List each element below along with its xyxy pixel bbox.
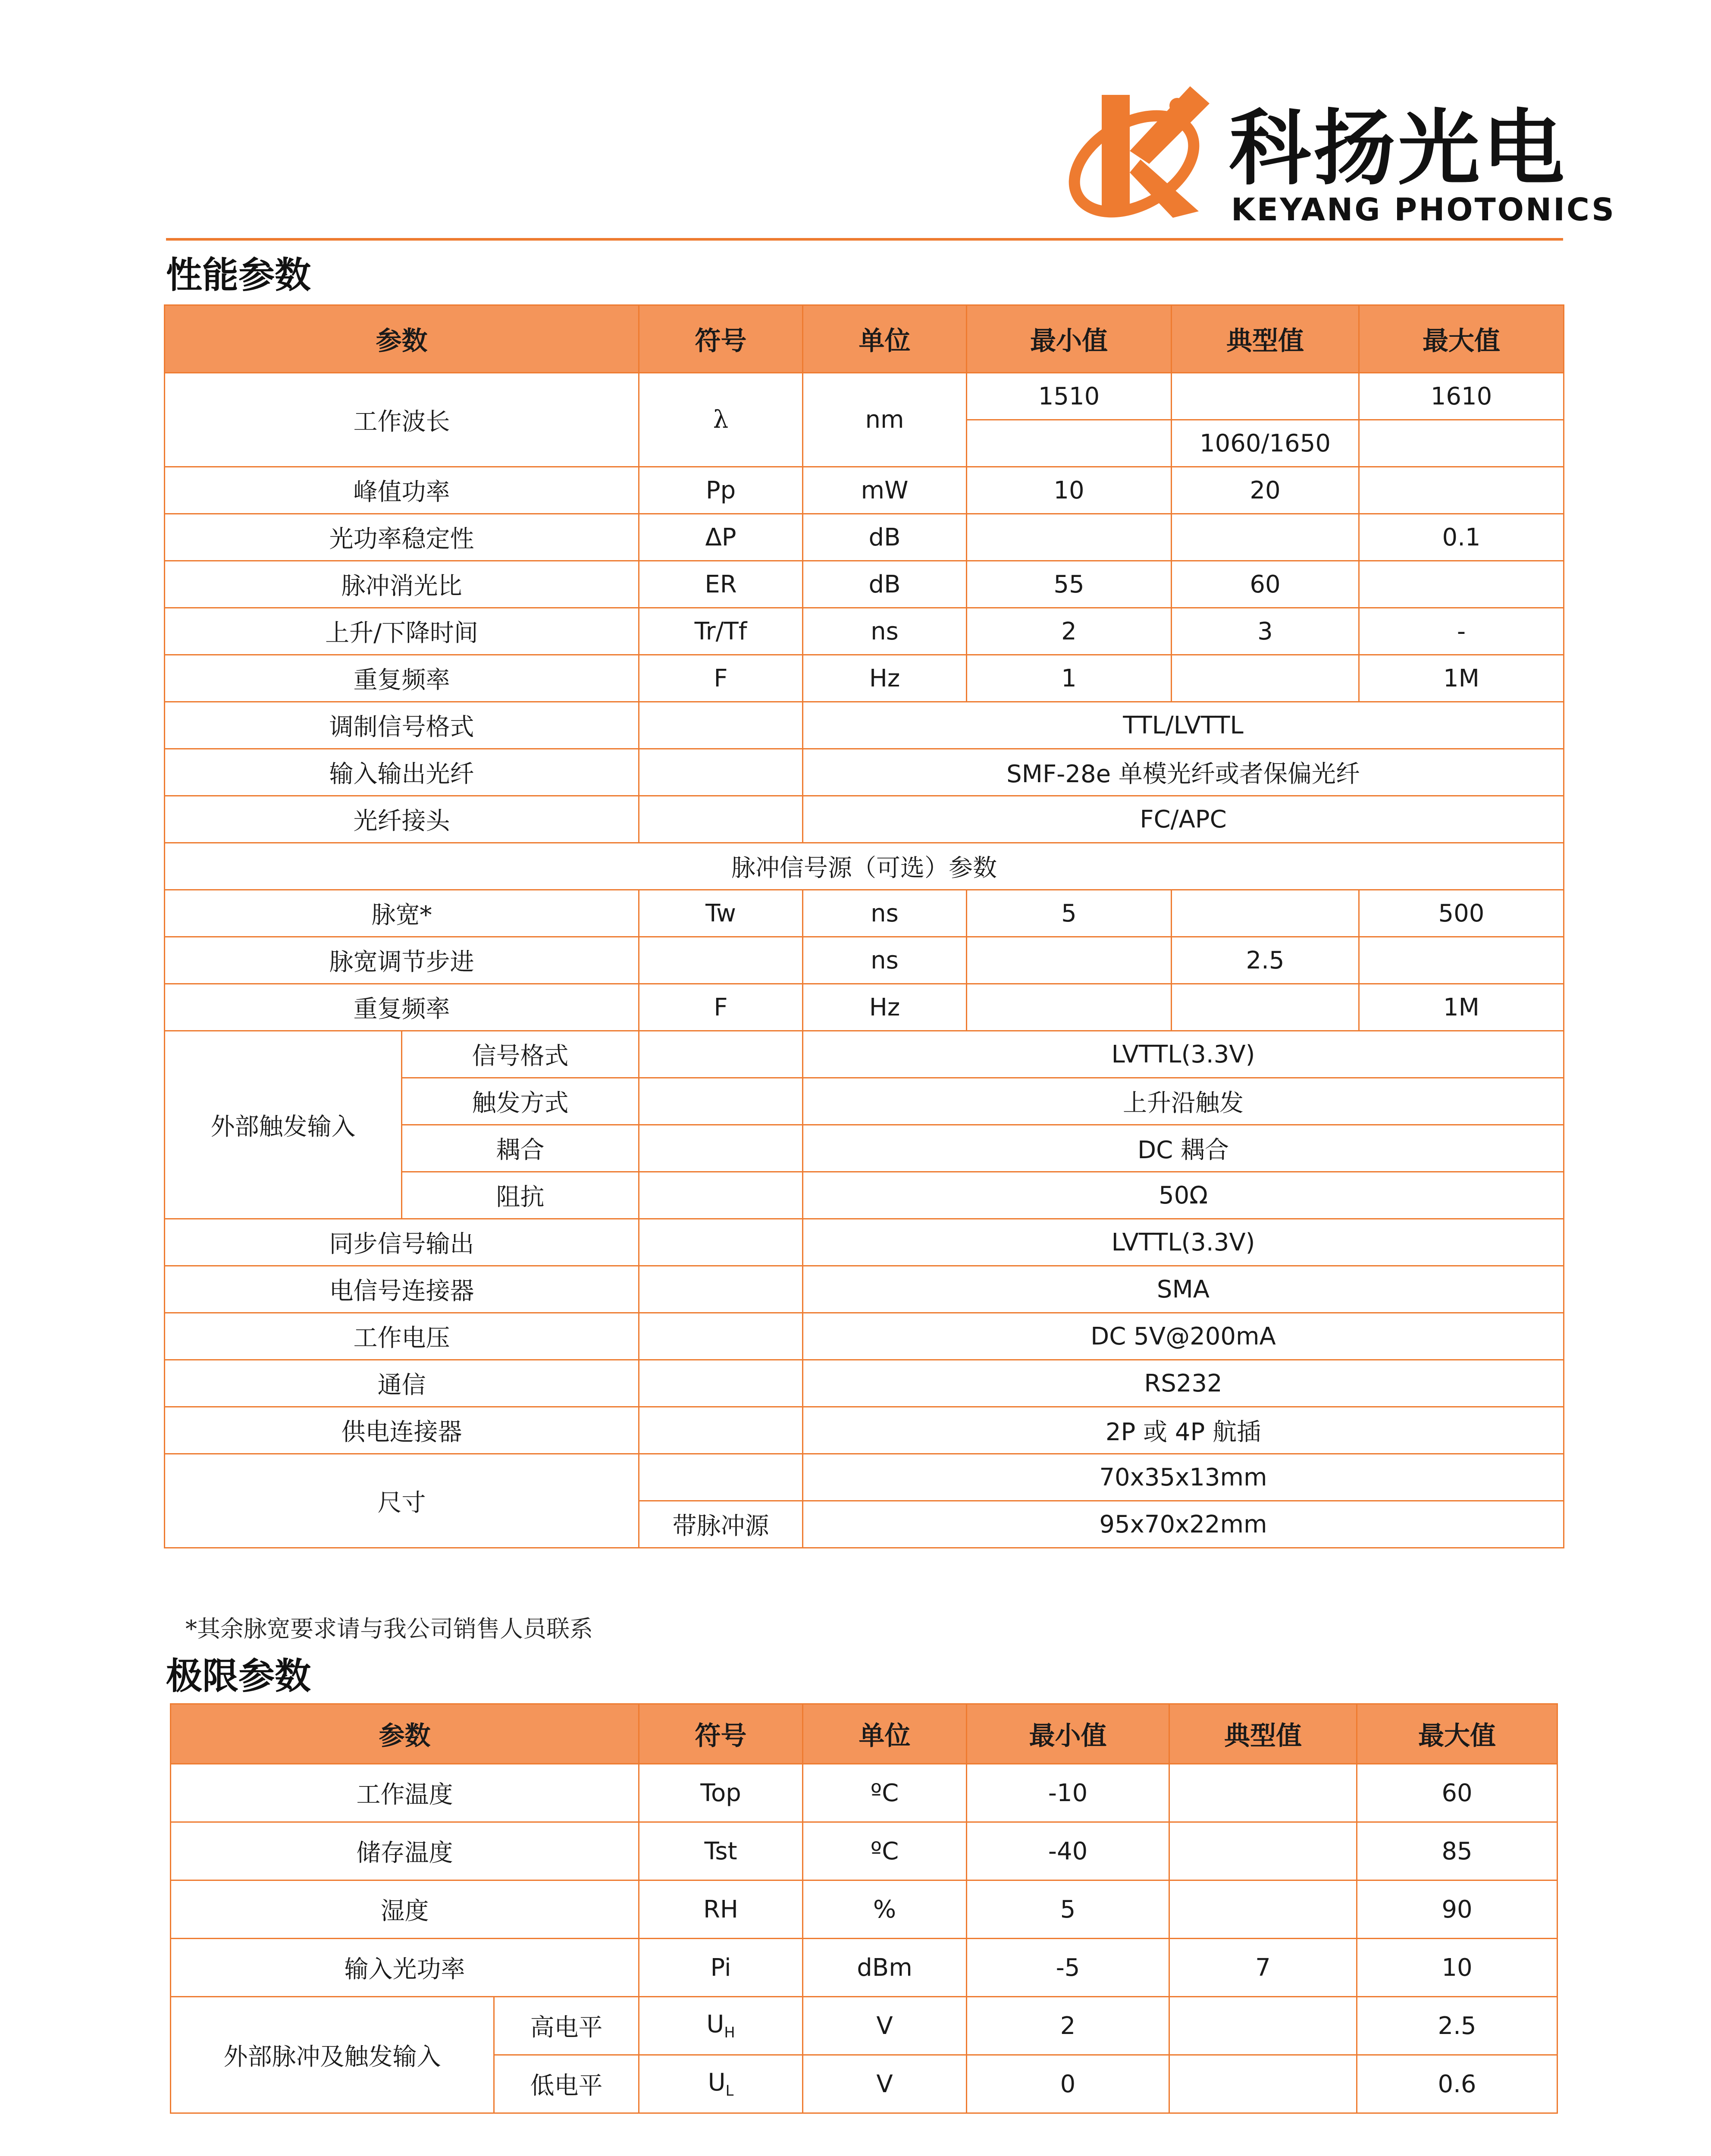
param-name: 通信 [165,1360,639,1407]
param-value: LVTTL(3.3V) [803,1031,1564,1078]
param-max: 1M [1359,984,1564,1031]
param-symbol [639,1219,803,1266]
param-name: 信号格式 [402,1031,639,1078]
param-name: 触发方式 [402,1078,639,1125]
table-row [165,467,1564,514]
param-max [1359,937,1564,984]
param-symbol: ER [639,561,803,608]
table-row [165,1360,1564,1407]
table-row [165,937,1564,984]
param-name: 同步信号输出 [165,1219,639,1266]
performance-table [164,304,1564,1548]
param-symbol [639,937,803,984]
param-typ: 20 [1172,467,1359,514]
param-symbol [639,749,803,796]
table-row [171,1822,1557,1880]
param-unit: nm [803,373,967,467]
param-symbol [639,1125,803,1172]
param-max: 10 [1357,1939,1557,1997]
table-row [165,1454,1564,1501]
param-name: 峰值功率 [165,467,639,514]
param-max: 85 [1357,1822,1557,1880]
param-max: 0.1 [1359,514,1564,561]
param-min [967,420,1172,467]
section-title-limits: 极限参数 [166,1655,311,1697]
param-min: -10 [967,1764,1169,1822]
param-min: 2 [967,608,1172,655]
header-divider [166,238,1563,241]
param-name: 调制信号格式 [165,702,639,749]
section-title-performance: 性能参数 [166,254,311,296]
param-symbol: F [639,655,803,702]
table-row [171,1880,1557,1939]
param-name: 光功率稳定性 [165,514,639,561]
param-min [967,984,1172,1031]
param-symbol: Tw [639,890,803,937]
param-name: 高电平 [494,1997,639,2055]
param-symbol [639,1407,803,1454]
table-row [165,608,1564,655]
param-value: DC 耦合 [803,1125,1564,1172]
param-unit: ºC [803,1764,967,1822]
param-typ [1169,1822,1357,1880]
table-row [165,796,1564,843]
col-header-param: 参数 [171,1704,639,1764]
param-value: RS232 [803,1360,1564,1407]
param-name: 上升/下降时间 [165,608,639,655]
param-min [967,514,1172,561]
table-row [165,702,1564,749]
param-symbol: $U_L$ [639,2055,803,2113]
param-name: 湿度 [171,1880,639,1939]
param-name: 尺寸 [165,1454,639,1548]
param-unit: dB [803,561,967,608]
param-typ [1169,2055,1357,2113]
param-min: -40 [967,1822,1169,1880]
limits-table [170,1703,1558,2114]
param-max: 60 [1357,1764,1557,1822]
param-name: 储存温度 [171,1822,639,1880]
param-symbol: F [639,984,803,1031]
col-header-max: 最大值 [1357,1704,1557,1764]
param-value: 2P 或 4P 航插 [803,1407,1564,1454]
param-typ [1172,890,1359,937]
param-value: 50Ω [803,1172,1564,1219]
param-name: 电信号连接器 [165,1266,639,1313]
param-symbol: Tst [639,1822,803,1880]
param-symbol [639,1172,803,1219]
param-name: 耦合 [402,1125,639,1172]
param-unit: ºC [803,1822,967,1880]
param-value: SMF-28e 单模光纤或者保偏光纤 [803,749,1564,796]
table-row [171,1939,1557,1997]
param-unit: dB [803,514,967,561]
table-header-row [165,305,1564,373]
param-name: 工作波长 [165,373,639,467]
param-unit: ns [803,937,967,984]
param-value: LVTTL(3.3V) [803,1219,1564,1266]
param-typ [1169,1880,1357,1939]
param-symbol: Pi [639,1939,803,1997]
param-symbol [639,1031,803,1078]
param-name: 工作温度 [171,1764,639,1822]
param-max: 2.5 [1357,1997,1557,2055]
table-row [165,890,1564,937]
param-max: 1610 [1359,373,1564,420]
group-name: 外部脉冲及触发输入 [171,1997,494,2113]
param-symbol [639,702,803,749]
param-unit: ns [803,608,967,655]
param-symbol [639,1313,803,1360]
param-typ: 60 [1172,561,1359,608]
param-typ: 3 [1172,608,1359,655]
param-name: 低电平 [494,2055,639,2113]
param-unit: ns [803,890,967,937]
col-header-max: 最大值 [1359,305,1564,373]
col-header-param: 参数 [165,305,639,373]
param-name: 光纤接头 [165,796,639,843]
param-symbol [639,796,803,843]
col-header-min: 最小值 [967,1704,1169,1764]
param-unit: V [803,1997,967,2055]
param-unit: % [803,1880,967,1939]
param-name: 输入光功率 [171,1939,639,1997]
param-name: 阻抗 [402,1172,639,1219]
param-name: 重复频率 [165,984,639,1031]
param-symbol [639,1360,803,1407]
col-header-typ: 典型值 [1169,1704,1357,1764]
param-max: 500 [1359,890,1564,937]
param-subname: 带脉冲源 [639,1501,803,1548]
param-min [967,937,1172,984]
param-min: 1510 [967,373,1172,420]
param-typ [1169,1764,1357,1822]
subsection-header: 脉冲信号源（可选）参数 [165,843,1564,890]
table-row [171,1997,1557,2055]
param-typ: 1060/1650 [1172,420,1359,467]
table-row [165,1313,1564,1360]
table-header-row [171,1704,1557,1764]
table-row [165,749,1564,796]
col-header-symbol: 符号 [639,305,803,373]
param-name: 工作电压 [165,1313,639,1360]
table-row [165,984,1564,1031]
footnote: *其余脉宽要求请与我公司销售人员联系 [185,1615,593,1642]
param-min: 10 [967,467,1172,514]
table-row [165,843,1564,890]
brand-name-cn: 科扬光电 [1229,101,1567,196]
param-symbol: Top [639,1764,803,1822]
param-symbol: λ [639,373,803,467]
param-max: 0.6 [1357,2055,1557,2113]
param-symbol: Tr/Tf [639,608,803,655]
param-value: FC/APC [803,796,1564,843]
param-symbol: ΔP [639,514,803,561]
param-typ [1169,1997,1357,2055]
param-typ [1172,514,1359,561]
param-typ [1172,655,1359,702]
param-unit: Hz [803,984,967,1031]
param-unit: dBm [803,1939,967,1997]
param-typ: 2.5 [1172,937,1359,984]
table-row [165,1219,1564,1266]
param-name: 输入输出光纤 [165,749,639,796]
param-name: 脉冲消光比 [165,561,639,608]
param-name: 供电连接器 [165,1407,639,1454]
param-value: 70x35x13mm [803,1454,1564,1501]
param-max: 1M [1359,655,1564,702]
param-value: SMA [803,1266,1564,1313]
table-row [165,1266,1564,1313]
param-min: -5 [967,1939,1169,1997]
table-row [165,1407,1564,1454]
param-symbol [639,1454,803,1501]
param-max: 90 [1357,1880,1557,1939]
param-min: 55 [967,561,1172,608]
param-typ [1172,984,1359,1031]
param-min: 5 [967,1880,1169,1939]
table-row [165,561,1564,608]
param-name: 重复频率 [165,655,639,702]
param-min: 5 [967,890,1172,937]
param-max [1359,467,1564,514]
param-value: 上升沿触发 [803,1078,1564,1125]
brand-name-en: KEYANG PHOTONICS [1231,191,1616,228]
param-name: 脉宽调节步进 [165,937,639,984]
table-row [165,1031,1564,1078]
col-header-unit: 单位 [803,1704,967,1764]
table-row [165,655,1564,702]
param-typ [1172,373,1359,420]
param-max: - [1359,608,1564,655]
col-header-symbol: 符号 [639,1704,803,1764]
param-symbol: RH [639,1880,803,1939]
table-row [165,514,1564,561]
param-unit: mW [803,467,967,514]
param-value: TTL/LVTTL [803,702,1564,749]
param-value: 95x70x22mm [803,1501,1564,1548]
param-symbol: $U_H$ [639,1997,803,2055]
table-row [165,373,1564,420]
param-unit: Hz [803,655,967,702]
param-min: 2 [967,1997,1169,2055]
col-header-typ: 典型值 [1172,305,1359,373]
param-symbol [639,1266,803,1313]
col-header-min: 最小值 [967,305,1172,373]
param-typ: 7 [1169,1939,1357,1997]
param-min: 0 [967,2055,1169,2113]
param-symbol: Pp [639,467,803,514]
table-row [171,1764,1557,1822]
group-name: 外部触发输入 [165,1031,402,1219]
col-header-unit: 单位 [803,305,967,373]
param-name: 脉宽* [165,890,639,937]
param-unit: V [803,2055,967,2113]
param-min: 1 [967,655,1172,702]
param-value: DC 5V@200mA [803,1313,1564,1360]
company-logo-icon [1061,78,1216,224]
param-symbol [639,1078,803,1125]
param-max [1359,420,1564,467]
param-max [1359,561,1564,608]
